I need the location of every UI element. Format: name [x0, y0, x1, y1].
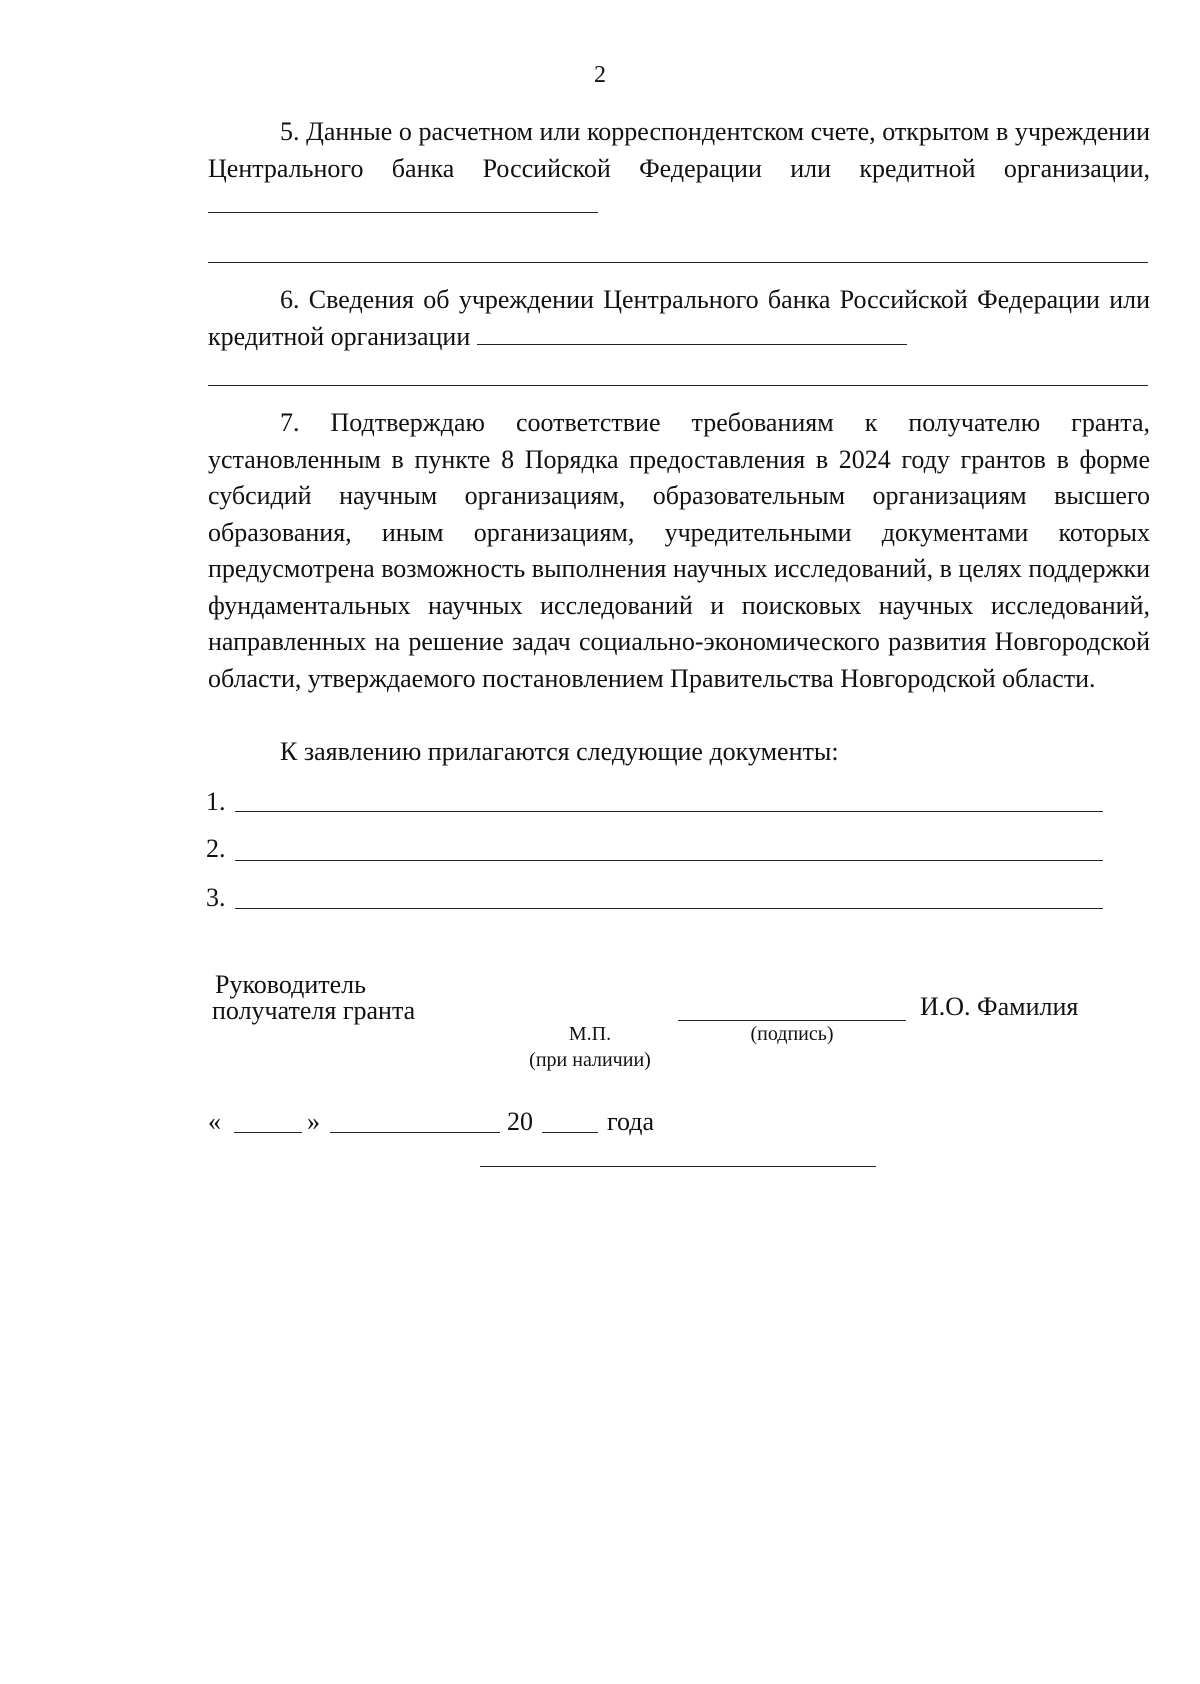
item-5-fill-line[interactable]	[208, 212, 598, 213]
signer-role-line-1: Руководитель	[215, 970, 366, 999]
date-open-quote: «	[208, 1107, 221, 1136]
item-5-continuation-line[interactable]	[208, 262, 1148, 263]
attachment-line-2[interactable]	[235, 860, 1103, 861]
signature-line[interactable]	[678, 1020, 906, 1021]
attachment-number-3: 3.	[206, 883, 226, 912]
signer-name: И.О. Фамилия	[920, 992, 1079, 1021]
page-number: 2	[594, 62, 606, 88]
signer-role-line-2: получателя гранта	[212, 996, 416, 1025]
closing-separator-line	[480, 1166, 876, 1167]
item-6-continuation-line[interactable]	[208, 385, 1148, 386]
date-year-line[interactable]	[542, 1132, 598, 1133]
item-6-paragraph	[208, 282, 1150, 355]
date-month-line[interactable]	[330, 1132, 500, 1133]
item-7-paragraph	[208, 405, 1150, 697]
item-6-text: 6. Сведения об учреждении Центрального банка Российской Федерации или кредитной организации	[208, 285, 1150, 351]
stamp-label: М.П.	[568, 1023, 612, 1045]
item-7-text: 7. Подтверждаю соответствие требованиям к получателю гранта, установленным в пункте 8 Порядка предоставления в 2024 году грантов в форме субсидий научным организациям, образовательным организациям высшего образования, иным организациям, учредительными документами которых предусмотрена возможность выполнения научных исследований, в целях поддержки фундаментальных научных исследований и поисковых научных исследований, направленных на решение задач социально-экономического развития Новгородской области, утверждаемого постановлением Правительства Новгородской области.	[208, 408, 1150, 693]
date-day-line[interactable]	[234, 1132, 302, 1133]
date-year-suffix: года	[607, 1107, 655, 1136]
item-6-fill-line[interactable]	[477, 344, 907, 345]
stamp-note: (при наличии)	[529, 1049, 651, 1071]
signature-caption: (подпись)	[750, 1023, 834, 1045]
item-5-paragraph	[208, 114, 1150, 224]
attachments-intro: К заявлению прилагаются следующие документы:	[280, 737, 839, 766]
attachment-number-2: 2.	[206, 834, 226, 863]
attachment-number-1: 1.	[206, 787, 226, 816]
item-5-text: 5. Данные о расчетном или корреспондентском счете, открытом в учреждении Центрального банка Российской Федерации или кредитной организации,	[208, 117, 1150, 183]
date-year-prefix: 20	[507, 1107, 533, 1136]
attachment-line-3[interactable]	[235, 908, 1103, 909]
date-close-quote: »	[307, 1107, 320, 1136]
attachment-line-1[interactable]	[235, 811, 1103, 812]
